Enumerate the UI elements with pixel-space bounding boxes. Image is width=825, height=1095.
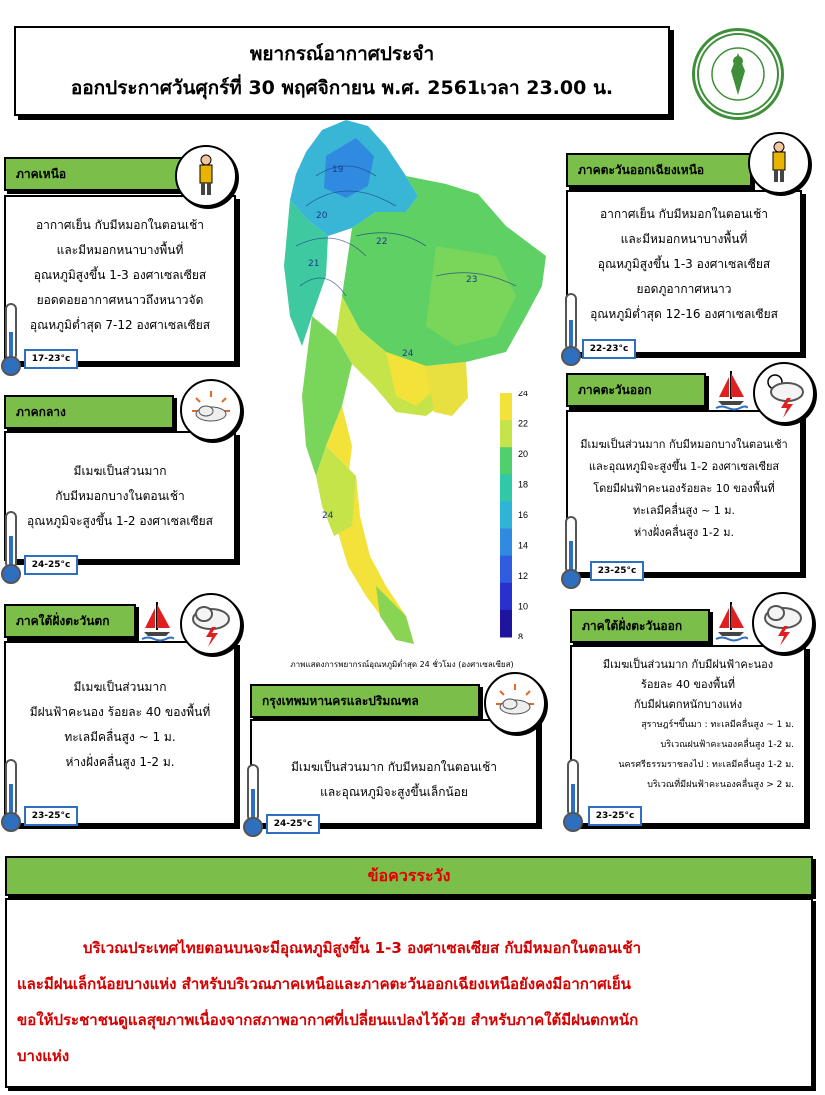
caution-header <box>5 856 813 896</box>
bangkok-line: และอุณหภูมิจะสูงขึ้นเล็กน้อย <box>320 785 468 799</box>
south-east-line: นครศรีธรรมราชลงไป : ทะเลมีคลื่นสูง 1-2 ม. <box>618 760 794 770</box>
south-east-region-card <box>570 645 806 825</box>
partly-cloudy-icon <box>486 674 544 732</box>
contour-label: 20 <box>316 211 328 221</box>
south-west-line: มีฝนฟ้าคะนอง ร้อยละ 40 ของพื้นที่ <box>29 705 211 719</box>
colorbar-tick-label: 12 <box>518 571 529 581</box>
central-weather-icon-circle <box>180 379 242 441</box>
east-line: มีเมฆเป็นส่วนมาก กับมีหมอกบางในตอนเช้า <box>580 438 788 451</box>
north-temperature: 17-23°c <box>31 354 71 364</box>
east-line: ทะเลมีคลื่นสูง ~ 1 ม. <box>632 504 736 517</box>
central-thermometer-icon <box>0 510 24 586</box>
south-east-temperature-tag <box>588 806 642 826</box>
south-west-line: ทะเลมีคลื่นสูง ~ 1 ม. <box>64 730 176 744</box>
contour-label: 22 <box>376 237 388 247</box>
contour-label: 24 <box>402 349 414 359</box>
colorbar-segment <box>500 420 512 448</box>
north-weather-icon-circle <box>175 145 237 207</box>
south-east-thermometer-icon <box>560 758 586 834</box>
thunderstorm-icon <box>754 594 812 652</box>
temperature-colorbar <box>500 391 550 643</box>
caution-line: บริเวณประเทศไทยตอนบนจะมีอุณหภูมิสูงขึ้น 1-3 องศาเซลเซียส กับมีหมอกในตอนเช้า <box>83 939 641 957</box>
south-west-line: ห่างฝั่งคลื่นสูง 1-2 ม. <box>65 755 175 769</box>
north-line: และมีหมอกหนาบางพื้นที่ <box>56 243 184 257</box>
north-forecast-text <box>6 197 234 338</box>
south-east-line: บริเวณที่มีฝนฟ้าคะนองคลื่นสูง > 2 ม. <box>647 780 794 790</box>
colorbar-tick-label: 14 <box>518 540 529 551</box>
south-west-temperature-tag <box>24 806 78 826</box>
bangkok-weather-icon-circle <box>484 672 546 734</box>
caution-body <box>5 898 813 1088</box>
sailboat-icon <box>140 598 174 642</box>
northeast-line: อากาศเย็น กับมีหมอกในตอนเช้า <box>599 207 769 221</box>
caution-line: และมีฝนเล็กน้อยบางแห่ง สำหรับบริเวณภาคเหนือและภาคตะวันออกเฉียงเหนือยังคงมีอากาศเย็น <box>17 975 631 993</box>
northeast-forecast-text <box>568 192 800 327</box>
colorbar-segment <box>500 393 512 421</box>
colorbar-segment <box>500 447 512 475</box>
colorbar-segment <box>500 610 512 638</box>
map-caption: ภาพแสดงการพยากรณ์อุณหภูมิต่ำสุด 24 ชั่วโมง (องศาเซลเซียส) <box>290 660 514 669</box>
south-east-line: บริเวณฝนฟ้าคะนองคลื่นสูง 1-2 ม. <box>660 740 794 750</box>
colorbar-tick-label: 24 <box>518 391 529 398</box>
east-weather-icon-circle <box>753 362 815 424</box>
northeast-region-title: ภาคตะวันออกเฉียงเหนือ <box>578 162 705 177</box>
colorbar-tick-label: 22 <box>518 418 529 429</box>
colorbar-tick-label: 16 <box>518 510 529 520</box>
northeast-line: และมีหมอกหนาบางพื้นที่ <box>620 232 748 246</box>
sailboat-icon <box>714 598 748 642</box>
contour-label: 24 <box>322 511 334 521</box>
title-line-1: พยากรณ์อากาศประจำ <box>249 43 435 65</box>
east-line: และอุณหภูมิจะสูงขึ้น 1-2 องศาเซลเซียส <box>588 460 780 473</box>
title-line-2: ออกประกาศวันศุกร์ที่ 30 พฤศจิกายน พ.ศ. 2561เวลา 23.00 น. <box>70 77 614 99</box>
meteorological-department-seal-icon <box>695 31 781 117</box>
bangkok-thermometer-icon <box>240 763 266 839</box>
south-east-line: สุราษฎร์ฯขึ้นมา : ทะเลมีคลื่นสูง ~ 1 ม. <box>641 720 794 730</box>
east-forecast-text <box>568 412 800 544</box>
north-line: อุณหภูมิสูงขึ้น 1-3 องศาเซลเซียส <box>33 268 207 282</box>
thunderstorm-icon <box>182 595 240 653</box>
east-temperature-tag <box>590 561 644 581</box>
east-thermometer-icon <box>558 515 584 591</box>
south-west-forecast-text <box>6 643 234 775</box>
north-temperature-tag <box>24 349 78 369</box>
south-west-weather-icon-circle <box>180 593 242 655</box>
bangkok-line: มีเมฆเป็นส่วนมาก กับมีหมอกในตอนเช้า <box>290 760 498 774</box>
meteorological-department-logo <box>692 28 784 120</box>
caution-line: บางแห่ง <box>17 1047 70 1065</box>
south-east-temperature: 23-25°c <box>595 811 635 821</box>
colorbar-svg <box>500 391 550 639</box>
central-region-title: ภาคกลาง <box>16 404 66 419</box>
colorbar-segment <box>500 529 512 557</box>
central-line: กับมีหมอกบางในตอนเช้า <box>55 489 185 503</box>
east-line: ห่างฝั่งคลื่นสูง 1-2 ม. <box>633 526 735 539</box>
contour-label: 21 <box>308 259 320 269</box>
north-region-card <box>4 195 236 363</box>
bangkok-region-header <box>250 684 480 718</box>
contour-label: 23 <box>466 275 478 285</box>
central-temperature-tag <box>24 555 78 575</box>
forecast-title-box <box>14 26 670 116</box>
north-line: อากาศเย็น กับมีหมอกในตอนเช้า <box>35 218 205 232</box>
northeast-temperature: 22-23°c <box>589 344 629 354</box>
northeast-thermometer-icon <box>558 292 584 368</box>
central-temperature: 24-25°c <box>31 560 71 570</box>
south-west-region-header <box>4 604 136 638</box>
south-east-line: มีเมฆเป็นส่วนมาก กับมีฝนฟ้าคะนอง <box>602 658 774 671</box>
cold-person-icon <box>750 134 808 192</box>
northeast-line: อุณหภูมิต่ำสุด 12-16 องศาเซลเซียส <box>590 307 778 321</box>
south-east-line: กับมีฝนตกหนักบางแห่ง <box>633 698 743 711</box>
caution-line: ขอให้ประชาชนดูแลสุขภาพเนื่องจากสภาพอากาศที่เปลี่ยนแปลงไว้ด้วย สำหรับภาคใต้มีฝนตกหนัก <box>17 1011 639 1029</box>
south-west-line: มีเมฆเป็นส่วนมาก <box>73 680 167 694</box>
bangkok-temperature: 24-25°c <box>273 819 313 829</box>
thunderstorm-sun-icon <box>755 364 813 422</box>
south-east-line: ร้อยละ 40 ของพื้นที่ <box>640 678 736 691</box>
bangkok-region-card <box>250 719 538 825</box>
cold-person-icon <box>177 147 235 205</box>
south-east-region-header <box>570 609 710 643</box>
south-west-region-card <box>4 641 236 825</box>
central-forecast-text <box>6 433 234 534</box>
central-region-card <box>4 431 236 561</box>
colorbar-tick-label: 20 <box>518 449 529 459</box>
bangkok-forecast-text <box>252 721 536 805</box>
north-region-title: ภาคเหนือ <box>16 166 67 181</box>
northeast-region-header <box>566 153 752 187</box>
south-east-forecast-text <box>572 647 804 795</box>
partly-cloudy-icon <box>182 381 240 439</box>
south-east-region-title: ภาคใต้ฝั่งตะวันออก <box>582 618 683 633</box>
bangkok-temperature-tag <box>266 814 320 834</box>
northeast-temperature-tag <box>582 339 636 359</box>
colorbar-segment <box>500 501 512 529</box>
colorbar-segment <box>500 474 512 502</box>
north-region-header <box>4 157 196 191</box>
central-line: อุณหภูมิจะสูงขึ้น 1-2 องศาเซลเซียส <box>27 514 213 528</box>
bangkok-region-title: กรุงเทพมหานครและปริมณฑล <box>262 693 419 708</box>
caution-title: ข้อควรระวัง <box>367 865 451 885</box>
south-west-region-title: ภาคใต้ฝั่งตะวันตก <box>16 613 110 628</box>
south-west-thermometer-icon <box>0 758 24 834</box>
central-line: มีเมฆเป็นส่วนมาก <box>73 464 167 478</box>
east-region-card <box>566 410 802 574</box>
north-line: อุณหภูมิต่ำสุด 7-12 องศาเซลเซียส <box>29 318 211 332</box>
northeast-weather-icon-circle <box>748 132 810 194</box>
central-region-header <box>4 395 174 429</box>
contour-label: 19 <box>332 165 344 175</box>
east-line: โดยมีฝนฟ้าคะนองร้อยละ 10 ของพื้นที่ <box>593 482 775 495</box>
colorbar-segment <box>500 556 512 584</box>
south-east-weather-icon-circle <box>752 592 814 654</box>
northeast-line: ยอดภูอากาศหนาว <box>636 282 732 296</box>
east-temperature: 23-25°c <box>597 566 637 576</box>
east-region-header <box>566 373 706 407</box>
northeast-region-card <box>566 190 802 354</box>
sailboat-icon <box>714 367 748 411</box>
north-thermometer-icon <box>0 302 24 378</box>
east-region-title: ภาคตะวันออก <box>578 382 652 397</box>
north-line: ยอดดอยอากาศหนาวถึงหนาวจัด <box>36 293 204 307</box>
colorbar-tick-label: 18 <box>518 479 529 490</box>
colorbar-segment <box>500 583 512 611</box>
colorbar-tick-label: 8 <box>518 632 524 639</box>
colorbar-tick-label: 10 <box>518 601 529 612</box>
northeast-line: อุณหภูมิสูงขึ้น 1-3 องศาเซลเซียส <box>597 257 771 271</box>
south-west-temperature: 23-25°c <box>31 811 71 821</box>
